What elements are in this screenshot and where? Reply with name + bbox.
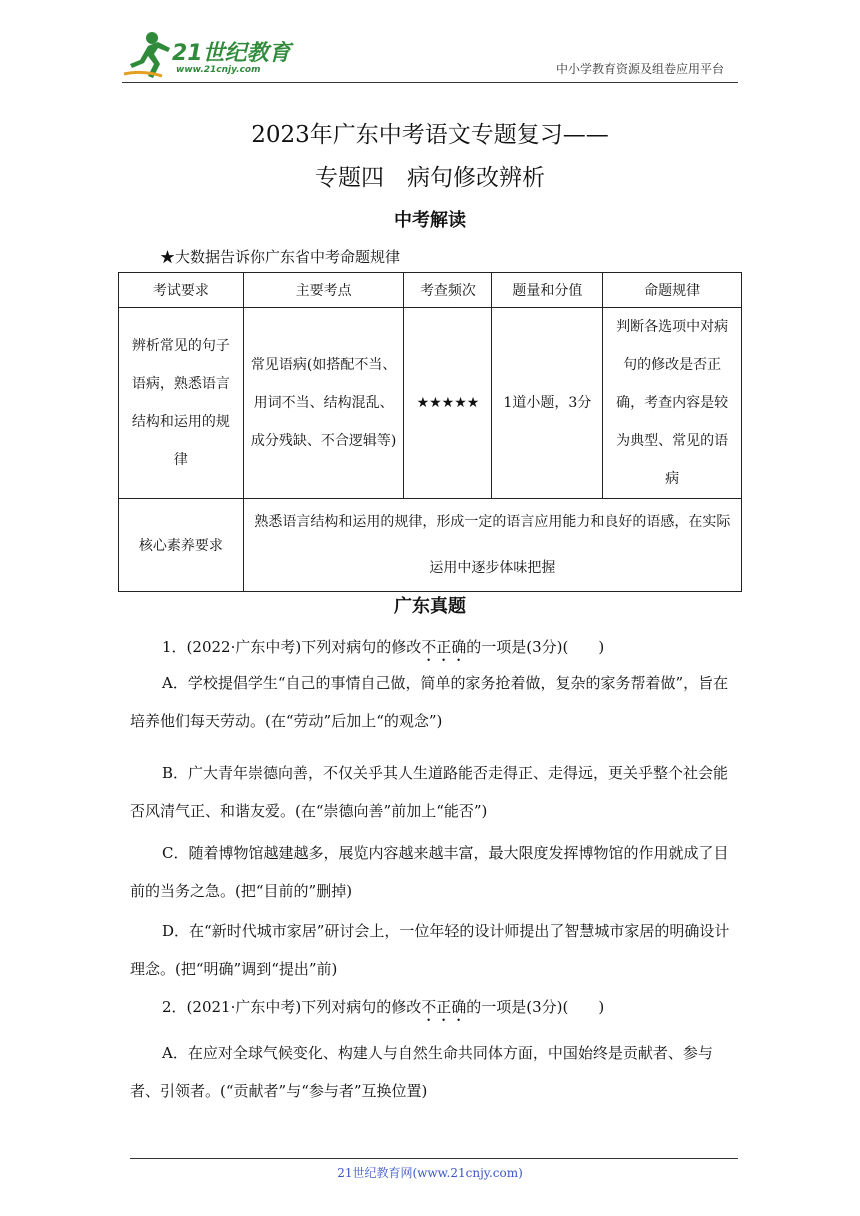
emphasis-text: 不正确 (421, 638, 467, 656)
page-header (0, 0, 860, 90)
table-header-row (119, 273, 742, 308)
table-header-cell: 考试要求 (119, 273, 244, 308)
big-data-note: ★大数据告诉你广东省中考命题规律 (160, 248, 401, 266)
rule-cell: 判断各选项中对病句的修改是否正确，考查内容是较为典型、常见的语病 (603, 308, 742, 499)
footer-link[interactable]: 21世纪教育网(www.21cnjy.com) (337, 1166, 523, 1180)
question-1-option-d: D．在“新时代城市家居”研讨会上，一位年轻的设计师提出了智慧城市家居的明确设计理念。(把“明确”调到“提出”前) (130, 922, 730, 978)
header-divider (122, 82, 738, 83)
question-2-option-a: A．在应对全球气候变化、构建人与自然生命共同体方面，中国始终是贡献者、参与者、引领者。(“贡献者”与“参与者”互换位置) (130, 1044, 713, 1100)
site-logo[interactable] (122, 30, 292, 80)
exam-rules-table (118, 272, 742, 592)
logo-url: www.21cnjy.com (176, 65, 261, 75)
document-title-line2: 专题四 病句修改辨析 (315, 165, 545, 191)
document-title-line1: 2023年广东中考语文专题复习—— (251, 122, 609, 148)
runner-logo-icon (122, 30, 176, 80)
emphasis-text: 不正确 (421, 998, 467, 1016)
platform-name: 中小学教育资源及组卷应用平台 (555, 62, 724, 76)
core-literacy-text: 熟悉语言结构和运用的规律，形成一定的语言应用能力和良好的语感，在实际运用中逐步体味把握 (243, 499, 741, 592)
section-heading-interpretation: 中考解读 (394, 210, 466, 231)
core-literacy-label: 核心素养要求 (119, 499, 244, 592)
table-header-cell: 题量和分值 (492, 273, 603, 308)
question-1-stem (162, 628, 732, 666)
question-stem-text: 的一项是(3分)( ) (466, 638, 605, 656)
question-1-option-b: B．广大青年崇德向善，不仅关乎其人生道路能否走得正、走得远，更关乎整个社会能否风清气正、和谐友爱。(在“崇德向善”前加上“能否”) (130, 764, 729, 820)
section-heading-real-questions: 广东真题 (394, 596, 466, 617)
table-row (119, 308, 742, 499)
frequency-cell: ★★★★★ (404, 308, 492, 499)
question-stem-text: 的一项是(3分)( ) (466, 998, 605, 1016)
question-stem-text: 2．(2021·广东中考)下列对病句的修改 (162, 998, 422, 1016)
score-cell: 1道小题，3分 (492, 308, 603, 499)
main-points-cell: 常见语病(如搭配不当、用词不当、结构混乱、成分残缺、不合逻辑等) (243, 308, 404, 499)
logo-text: 21世纪教育 (172, 41, 291, 66)
table-row (119, 499, 742, 592)
footer-divider (130, 1158, 738, 1159)
question-stem-text: 1．(2022·广东中考)下列对病句的修改 (162, 638, 422, 656)
question-2-stem (162, 988, 732, 1026)
question-1-option-c: C．随着博物馆越建越多，展览内容越来越丰富，最大限度发挥博物馆的作用就成了目前的当务之急。(把“目前的”删掉) (130, 844, 729, 900)
exam-requirement-cell: 辨析常见的句子语病，熟悉语言结构和运用的规律 (119, 308, 244, 499)
question-1-option-a: A．学校提倡学生“自己的事情自己做，简单的家务抢着做，复杂的家务帮着做”，旨在培养他们每天劳动。(在“劳动”后加上“的观念”) (130, 674, 729, 730)
table-header-cell: 考查频次 (404, 273, 492, 308)
table-header-cell: 主要考点 (243, 273, 404, 308)
table-header-cell: 命题规律 (603, 273, 742, 308)
